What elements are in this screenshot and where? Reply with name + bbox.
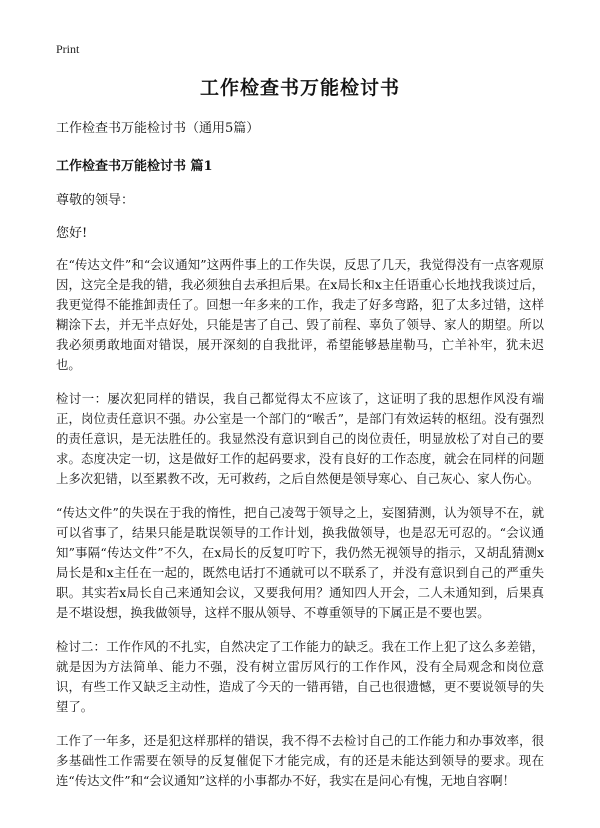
paragraph: 检讨二：工作作风的不扎实，自然决定了工作能力的缺乏。我在工作上犯了这么多差错，就是因为方法简单、能力不强，没有树立雷厉风行的工作作风，没有全局观念和岗位意识，有些工作又缺乏主动性，造成了今天的一错再错，自己也很遗憾，更不要说领导的失望了。 xyxy=(56,639,544,714)
document-subtitle: 工作检查书万能检讨书（通用5篇） xyxy=(56,121,260,136)
document-title: 工作检查书万能检讨书 xyxy=(199,77,400,99)
paragraph: “传达文件”的失误在于我的惰性，把自己凌驾于领导之上，妄图猜测，认为领导不在，就可以省事了，结果只能是耽误领导的工作计划，换我做领导，也是忍无可忍的。“会议通知”事隔“传达文件”不久，在x局长的反复叮咛下，我仍然无视领导的指示，又胡乱猜测x局长是和x主任在一起的，既然电话打不通就可以不联系了，并没有意识到自己的严重失职。其实若x局长自己来通知会议，又要我何用？通知四人开会，二人未通知到，后果真是不堪设想，换我做领导，这样不服从领导、不尊重领导的下属正是不要也罢。 xyxy=(56,505,544,620)
paragraph: 在“传达文件”和“会议通知”这两件事上的工作失误，反思了几天，我觉得没有一点客观原因，这完全是我的错，我必须独自去承担后果。在x局长和x主任语重心长地找我谈过后，我更觉得不能推卸责任了。回想一年多来的工作，我走了好多弯路，犯了太多过错，这样糊涂下去，并无半点好处，只能是害了自己、毁了前程、辜负了领导、家人的期望。所以我必须勇敢地面对错误，展开深刻的自我批评，希望能够悬崖勒马，亡羊补牢，犹未迟也。 xyxy=(56,257,544,372)
greeting: 您好! xyxy=(56,226,88,241)
salutation: 尊敬的领导： xyxy=(56,193,135,208)
paragraph: 工作了一年多，还是犯这样那样的错误，我不得不去检讨自己的工作能力和办事效率，很多基础性工作需要在领导的反复催促下才能完成，有的还是未能达到领导的要求。现在连“传达文件”和“会议通知”这样的小事都办不好，我实在是问心有愧，无地自容啊！ xyxy=(56,733,544,788)
section-title: 工作检查书万能检讨书 篇1 xyxy=(56,159,213,174)
paragraph: 检讨一：屡次犯同样的错误，我自己都觉得太不应该了，这证明了我的思想作风没有端正，岗位责任意识不强。办公室是一个部门的“喉舌”，是部门有效运转的枢纽。没有强烈的责任意识，是无法胜任的。我显然没有意识到自己的岗位责任，明显放松了对自己的要求。态度决定一切，这是做好工作的起码要求，没有良好的工作态度，就会在同样的问题上多次犯错，以至累教不改，无可救药，之后自然便是领导寒心、自己灰心、家人伤心。 xyxy=(56,391,544,486)
print-label[interactable]: Print xyxy=(56,42,80,56)
